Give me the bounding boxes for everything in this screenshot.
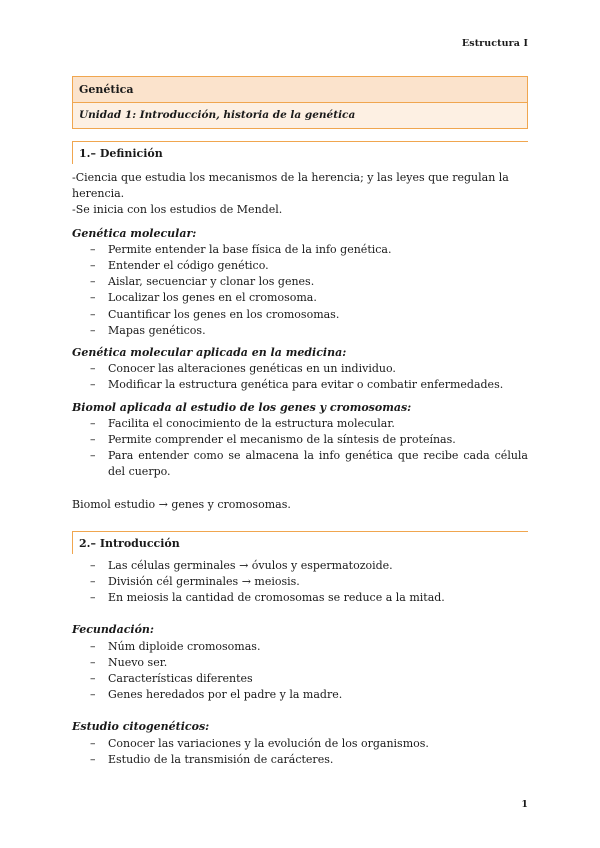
- list-medicina: [72, 361, 528, 393]
- list-item: – Núm diploide cromosomas.: [72, 639, 528, 655]
- list-introduccion: [72, 558, 528, 607]
- page-content: [72, 76, 528, 768]
- subheading-biomol: Biomol aplicada al estudio de los genes y cromosomas:: [72, 400, 412, 414]
- list-item: – Aislar, secuenciar y clonar los genes.: [72, 274, 528, 290]
- list-item: – En meiosis la cantidad de cromosomas se reduce a la mitad.: [72, 590, 528, 606]
- subject-title: Genética: [73, 77, 527, 103]
- subheading-citogeneticos: Estudio citogenéticos:: [72, 720, 210, 734]
- list-item: – Nuevo ser.: [72, 655, 528, 671]
- list-fecundacion: [72, 639, 528, 704]
- list-item: – Características diferentes: [72, 671, 528, 687]
- summary-line: Biomol estudio → genes y cromosomas.: [72, 497, 291, 511]
- subheading-fecundacion: Fecundación:: [72, 623, 154, 637]
- subheading-medicina: Genética molecular aplicada en la medicina:: [72, 346, 347, 360]
- list-item: – Permite entender la base física de la info genética.: [72, 242, 528, 258]
- list-item: – Genes heredados por el padre y la madre.: [72, 687, 528, 703]
- paragraph: -Ciencia que estudia los mecanismos de la herencia; y las leyes que regulan la herencia.: [72, 171, 509, 201]
- list-item: – Cuantificar los genes en los cromosomas.: [72, 307, 528, 323]
- list-biomol: [72, 416, 528, 481]
- list-item: – Conocer las variaciones y la evolución de los organismos.: [72, 736, 528, 752]
- list-genetica-molecular: [72, 242, 528, 339]
- unit-title: Unidad 1: Introducción, historia de la genética: [73, 103, 527, 128]
- list-item: – Localizar los genes en el cromosoma.: [72, 290, 528, 306]
- title-box: [72, 76, 528, 129]
- list-item: – Las células germinales → óvulos y espermatozoide.: [72, 558, 528, 574]
- section-heading-introduccion: 2.– Introducción: [72, 531, 528, 554]
- list-item: – Modificar la estructura genética para evitar o combatir enfermedades.: [72, 377, 528, 393]
- page-number: 1: [521, 799, 528, 810]
- running-header: Estructura I: [461, 38, 528, 49]
- section-heading-definicion: 1.– Definición: [72, 141, 528, 164]
- list-item: – Entender el código genético.: [72, 258, 528, 274]
- list-item: – Facilita el conocimiento de la estructura molecular.: [72, 416, 528, 432]
- list-item: – Estudio de la transmisión de carácteres.: [72, 752, 528, 768]
- list-item: – Conocer las alteraciones genéticas en un individuo.: [72, 361, 528, 377]
- list-item: – División cél germinales → meiosis.: [72, 574, 528, 590]
- list-item: – Permite comprender el mecanismo de la síntesis de proteínas.: [72, 432, 528, 448]
- list-item: – Para entender como se almacena la info genética que recibe cada célula del cuerpo.: [72, 448, 528, 480]
- list-item: – Mapas genéticos.: [72, 323, 528, 339]
- paragraph: -Se inicia con los estudios de Mendel.: [72, 203, 283, 217]
- subheading-genetica-molecular: Genética molecular:: [72, 226, 197, 240]
- list-citogeneticos: [72, 736, 528, 768]
